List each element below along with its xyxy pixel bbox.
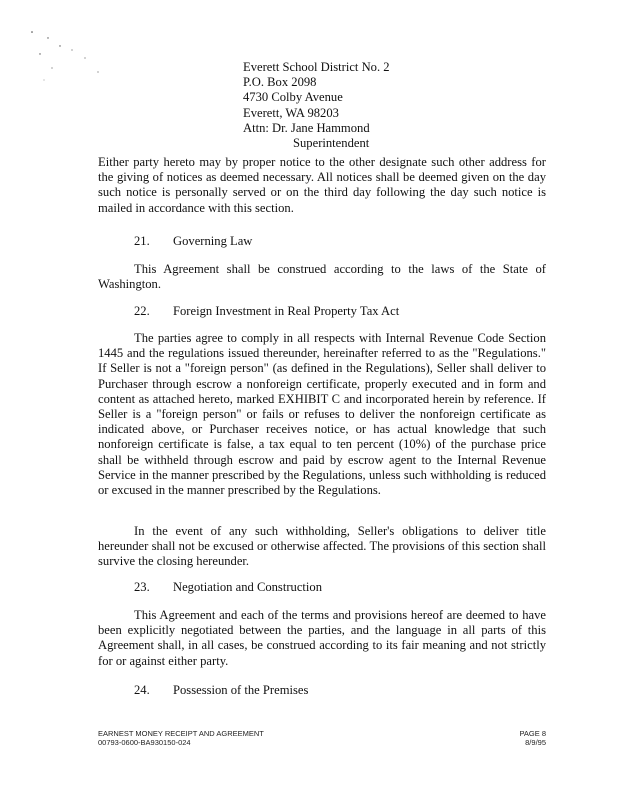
notice-paragraph bbox=[98, 155, 546, 216]
section-23-body bbox=[98, 608, 546, 669]
footer-doc-title: EARNEST MONEY RECEIPT AND AGREEMENT bbox=[98, 729, 264, 738]
section-title: Governing Law bbox=[173, 234, 253, 248]
section-title: Foreign Investment in Real Property Tax Act bbox=[173, 304, 400, 318]
footer-left bbox=[98, 729, 264, 747]
address-block bbox=[243, 60, 563, 151]
section-number: 24. bbox=[134, 683, 150, 697]
paragraph-text: This Agreement shall be construed according to the laws of the State of Washington. bbox=[98, 262, 546, 292]
address-line: Attn: Dr. Jane Hammond bbox=[243, 120, 370, 135]
address-line: Everett, WA 98203 bbox=[243, 105, 339, 120]
section-number: 22. bbox=[134, 304, 150, 318]
footer-doc-id: 00793-0600-BA930150-024 bbox=[98, 738, 191, 747]
address-line: 4730 Colby Avenue bbox=[243, 90, 343, 105]
section-heading-22 bbox=[134, 304, 399, 319]
footer-date: 8/9/95 bbox=[525, 738, 546, 747]
section-number: 21. bbox=[134, 234, 150, 248]
address-line: Superintendent bbox=[293, 135, 370, 150]
paragraph-text: In the event of any such withholding, Seller's obligations to deliver title hereunder shall not be excused or otherwise affected. The provisions of this section shall survive the closing hereunder. bbox=[98, 524, 546, 569]
page-footer bbox=[98, 729, 546, 749]
footer-page-number: PAGE 8 bbox=[519, 729, 546, 738]
footer-right bbox=[519, 729, 546, 747]
section-heading-24 bbox=[134, 683, 308, 698]
section-heading-21 bbox=[134, 234, 252, 249]
section-22-body bbox=[98, 331, 546, 498]
section-title: Negotiation and Construction bbox=[173, 580, 323, 594]
paragraph-text: The parties agree to comply in all respects with Internal Revenue Code Section 1445 and the regulations issued thereunder, hereinafter referred to as the "Regulations." If Seller is not a "foreign person" (as defined in the Regulations), Seller shall deliver to Purchaser through escrow a nonforeign certificate, properly executed and in form and content as attached hereto, marked EXHIBIT C and incorporated herein by reference. If Seller is a "foreign person" or fails or refuses to deliver the nonforeign certificate as indicated above, or Purchaser receives notice, or has actual knowledge that such nonforeign certificate is false, a tax equal to ten percent (10%) of the purchase price shall be withheld through escrow and paid by escrow agent to the Internal Revenue Service in the manner prescribed by the Regulations, unless such withholding is reduced or excused in the manner prescribed by the Regulations. bbox=[98, 331, 546, 498]
address-line: P.O. Box 2098 bbox=[243, 75, 317, 90]
section-number: 23. bbox=[134, 580, 150, 594]
section-title: Possession of the Premises bbox=[173, 683, 309, 697]
paragraph-text: This Agreement and each of the terms and provisions hereof are deemed to have been explicitly negotiated between the parties, and the language in all parts of this Agreement shall, in all cases, be construed according to its fair meaning and not strictly for or against either party. bbox=[98, 608, 546, 668]
section-22-body-2 bbox=[98, 524, 546, 570]
section-heading-23 bbox=[134, 580, 322, 595]
section-21-body bbox=[98, 262, 546, 292]
paragraph-text: Either party hereto may by proper notice to the other designate such other address for the giving of notices as deemed necessary. All notices shall be deemed given on the day such notice is personally served or on the third day following the day such notice is mailed in accordance with this section. bbox=[98, 155, 546, 215]
address-line: Everett School District No. 2 bbox=[243, 60, 390, 74]
scan-specks bbox=[30, 28, 110, 88]
